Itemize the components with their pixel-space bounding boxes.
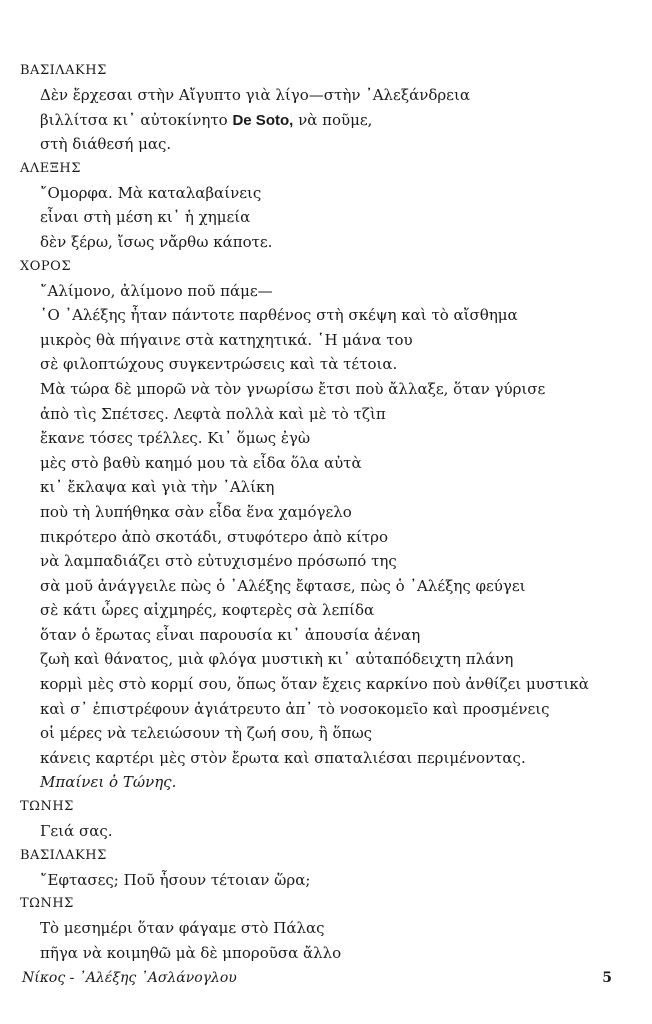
play-text xyxy=(20,59,630,965)
dialogue-line-part: βιλλίτσα κι᾿ αὐτοκίνητο xyxy=(40,110,228,129)
dialogue-line: κάνεις καρτέρι μὲς στὸν ἔρωτα καὶ σπαταλιέσαι περιμένοντας. xyxy=(40,748,526,767)
page-footer xyxy=(22,970,612,994)
dialogue-block xyxy=(20,795,630,844)
dialogue-line: μικρὸς θὰ πήγαινε στὰ κατηχητικά. ῾Η μάνα του xyxy=(40,330,413,349)
speaker-name: ΤΩΝΗΣ xyxy=(20,799,74,815)
dialogue-line: σὰ μοῦ ἀνάγγειλε πὼς ὁ ᾿Αλέξης ἔφτασε, πὼς ὁ ᾿Αλέξης φεύγει xyxy=(40,576,526,595)
dialogue-line: Δὲν ἔρχεσαι στὴν Αἴγυπτο γιὰ λίγο—στὴν ᾿Αλεξάνδρεια xyxy=(40,86,470,104)
dialogue-line: Μὰ τώρα δὲ μπορῶ νὰ τὸν γνωρίσω ἔτσι ποὺ ἄλλαξε, ὅταν γύρισε xyxy=(40,379,546,398)
dialogue-line: πῆγα νὰ κοιμηθῶ μὰ δὲ μποροῦσα ἄλλο xyxy=(40,943,342,962)
dialogue-line: Γειά σας. xyxy=(40,822,113,841)
speaker-name: ΤΩΝΗΣ xyxy=(20,896,74,912)
dialogue-block xyxy=(20,157,630,255)
dialogue-line: ῎Ομορφα. Μὰ καταλαβαίνεις xyxy=(40,183,262,202)
speaker-name: ΧΟΡΟΣ xyxy=(20,258,72,274)
dialogue-line: δὲν ξέρω, ἴσως νἄρθω κάποτε. xyxy=(40,232,273,251)
dialogue-line: κορμὶ μὲς στὸ κορμί σου, ὅπως ὅταν ἔχεις καρκίνο ποὺ ἀνθίζει μυστικὰ xyxy=(40,675,589,694)
dialogue-block xyxy=(20,255,630,795)
dialogue-line: σὲ κάτι ὧρες αἰχμηρές, κοφτερὲς σὰ λεπίδα xyxy=(40,601,375,620)
dialogue-line: ὅταν ὁ ἔρωτας εἶναι παρουσία κι᾿ ἀπουσία ἀέναη xyxy=(40,625,421,644)
brand-name: De Soto, xyxy=(232,111,294,129)
running-footer-title: Νίκος - ᾿Αλέξης ᾿Ασλάνογλου xyxy=(22,970,237,986)
dialogue-line xyxy=(20,108,630,133)
dialogue-line: ἀπὸ τὶς Σπέτσες. Λεφτὰ πολλὰ καὶ μὲ τὸ τζὶπ xyxy=(40,404,386,423)
dialogue-line: κι᾿ ἔκλαψα καὶ γιὰ τὴν ᾿Αλίκη xyxy=(40,478,275,497)
dialogue-block xyxy=(20,892,630,965)
speaker-name: ΒΑΣΙΛΑΚΗΣ xyxy=(20,63,107,78)
dialogue-line: πικρότερο ἀπὸ σκοτάδι, στυφότερο ἀπὸ κίτρο xyxy=(40,527,389,546)
dialogue-line: καὶ σ᾿ ἐπιστρέφουν ἀγιάτρευτο ἀπ᾿ τὸ νοσοκομεῖο καὶ προσμένεις xyxy=(40,699,550,718)
dialogue-line: ποὺ τὴ λυπήθηκα σὰν εἶδα ἕνα χαμόγελο xyxy=(40,502,352,521)
dialogue-block xyxy=(20,59,630,157)
dialogue-line: ῎Αλίμονο, ἀλίμονο ποῦ πάμε— xyxy=(40,281,273,300)
dialogue-block xyxy=(20,844,630,893)
dialogue-line: μὲς στὸ βαθὺ καημό μου τὰ εἶδα ὅλα αὐτὰ xyxy=(40,453,362,472)
speaker-name: ΒΑΣΙΛΑΚΗΣ xyxy=(20,847,107,863)
dialogue-line-part: νὰ ποῦμε, xyxy=(293,110,373,129)
dialogue-line: οἱ μέρες νὰ τελειώσουν τὴ ζωή σου, ἢ ὅπως xyxy=(40,724,373,743)
dialogue-line: σὲ φιλοπτώχους συγκεντρώσεις καὶ τὰ τέτοια. xyxy=(40,355,398,374)
stage-direction: Μπαίνει ὁ Τώνης. xyxy=(40,773,177,792)
dialogue-line: στὴ διάθεσή μας. xyxy=(40,135,172,154)
dialogue-line: ἔκανε τόσες τρέλλες. Κι᾿ ὅμως ἐγὼ xyxy=(40,429,311,448)
dialogue-line: νὰ λαμπαδιάζει στὸ εὐτυχισμένο πρόσωπό της xyxy=(40,552,397,571)
page-number: 5 xyxy=(602,970,612,986)
dialogue-line: Τὸ μεσημέρι ὅταν φάγαμε στὸ Πάλας xyxy=(40,919,325,938)
dialogue-line: ῎Εφτασες; Ποῦ ἦσουν τέτοιαν ὥρα; xyxy=(40,870,311,889)
dialogue-line: ζωὴ καὶ θάνατος, μιὰ φλόγα μυστικὴ κι᾿ αὐταπόδειχτη πλάνη xyxy=(40,650,514,669)
speaker-name: ΑΛΕΞΗΣ xyxy=(20,160,81,176)
dialogue-line: ῾Ο ᾿Αλέξης ἦταν πάντοτε παρθένος στὴ σκέψη καὶ τὸ αἴσθημα xyxy=(40,306,518,325)
dialogue-line: εἶναι στὴ μέση κι᾿ ἡ χημεία xyxy=(40,208,251,227)
